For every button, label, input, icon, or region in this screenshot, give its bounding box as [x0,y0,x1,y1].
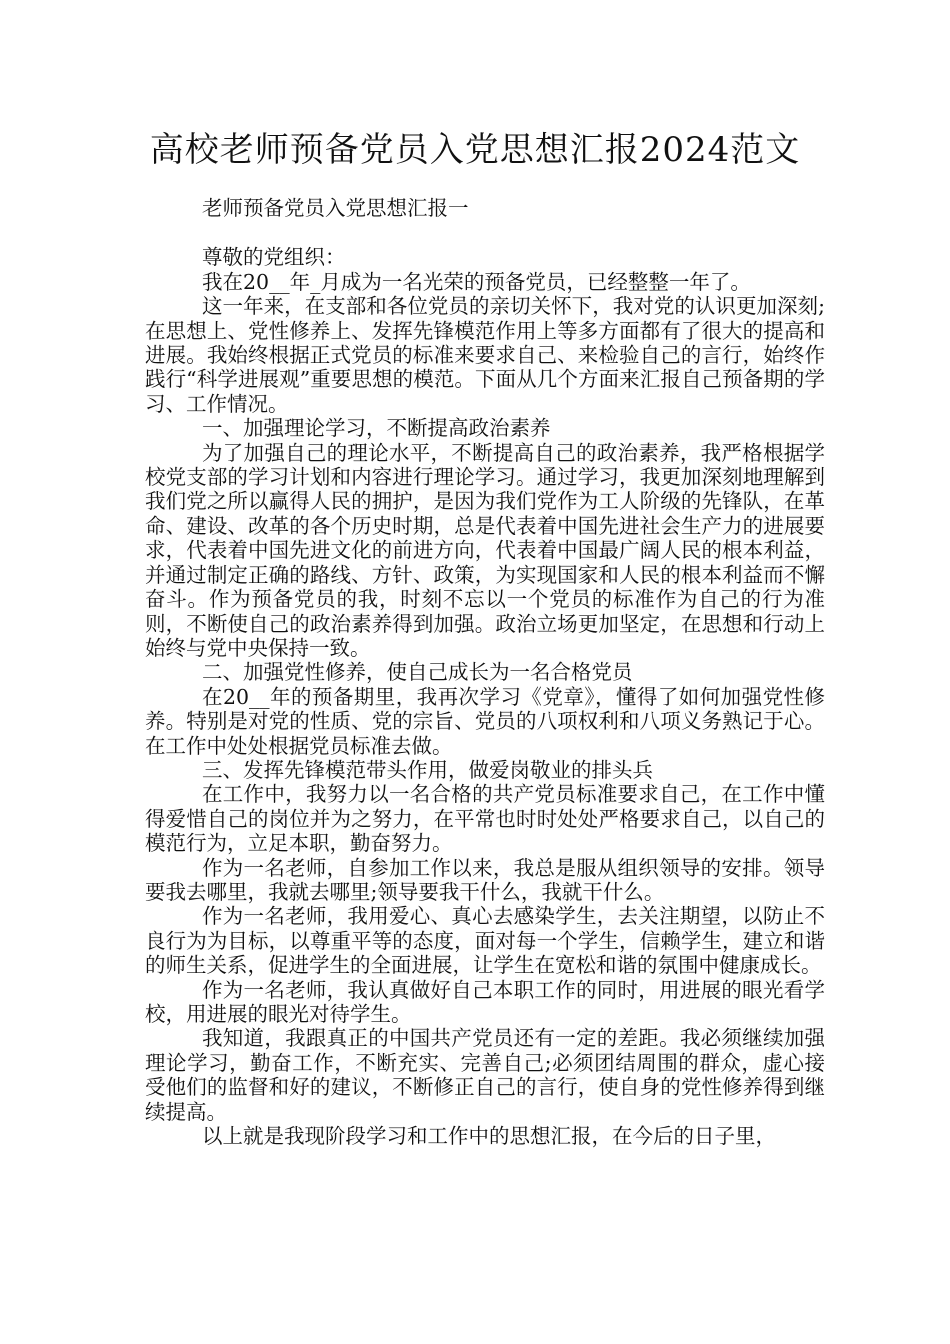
paragraph: 在工作中，我努力以一名合格的共产党员标准要求自己，在工作中懂得爱惜自己的岗位并为之努力，在平常也时时处处严格要求自己，以自己的模范行为，立足本职，勤奋努力。 [145,782,825,856]
section-heading: 一、加强理论学习，不断提高政治素养 [202,416,551,441]
section-subtitle: 老师预备党员入党思想汇报一 [202,196,469,220]
paragraph: 作为一名老师，我用爱心、真心去感染学生，去关注期望，以防止不良行为为目标，以尊重平等的态度，面对每一个学生，信赖学生，建立和谐的师生关系，促进学生的全面进展，让学生在宽松和谐的氛围中健康成长。 [145,904,825,978]
document-body [145,196,825,1148]
paragraph: 为了加强自己的理论水平，不断提高自己的政治素养，我严格根据学校党支部的学习计划和内容进行理论学习。通过学习，我更加深刻地理解到我们党之所以赢得人民的拥护，是因为我们党作为工人阶级的先锋队，在革命、建设、改革的各个历史时期，总是代表着中国先进社会生产力的进展要求，代表着中国先进文化的前进方向，代表着中国最广阔人民的根本利益，并通过制定正确的路线、方针、政策，为实现国家和人民的根本利益而不懈奋斗。作为预备党员的我，时刻不忘以一个党员的标准作为自己的行为准则，不断使自己的政治素养得到加强。政治立场更加坚定，在思想和行动上始终与党中央保持一致。 [145,440,825,660]
paragraph: 作为一名老师，我认真做好自己本职工作的同时，用进展的眼光看学校，用进展的眼光对待学生。 [145,977,825,1026]
section-heading: 三、发挥先锋模范带头作用，做爱岗敬业的排头兵 [202,757,653,782]
salutation: 尊敬的党组织： [202,245,346,270]
paragraph: 我知道，我跟真正的中国共产党员还有一定的差距。我必须继续加强理论学习，勤奋工作，不断充实、完善自己;必须团结周围的群众，虚心接受他们的监督和好的建议，不断修正自己的言行，使自身的党性修养得到继续提高。 [145,1026,825,1124]
paragraph: 作为一名老师，自参加工作以来，我总是服从组织领导的安排。领导要我去哪里，我就去哪里;领导要我干什么，我就干什么。 [145,855,825,904]
paragraph: 我在20__年_月成为一名光荣的预备党员，已经整整一年了。 [202,269,751,294]
blank-line [145,220,825,245]
section-heading: 二、加强党性修养，使自己成长为一名合格党员 [202,660,633,685]
page-title: 高校老师预备党员入党思想汇报2024范文 [149,130,801,170]
paragraph: 以上就是我现阶段学习和工作中的思想汇报，在今后的日子里， [202,1124,776,1149]
paragraph: 这一年来，在支部和各位党员的亲切关怀下，我对党的认识更加深刻;在思想上、党性修养上、发挥先锋模范作用上等多方面都有了很大的提高和进展。我始终根据正式党员的标准来要求自己、来检验自己的言行，始终作践行“科学进展观”重要思想的模范。下面从几个方面来汇报自己预备期的学习、工作情况。 [145,294,825,416]
paragraph: 在20__年的预备期里，我再次学习《党章》，懂得了如何加强党性修养。特别是对党的性质、党的宗旨、党员的八项权利和八项义务熟记于心。在工作中处处根据党员标准去做。 [145,684,825,758]
